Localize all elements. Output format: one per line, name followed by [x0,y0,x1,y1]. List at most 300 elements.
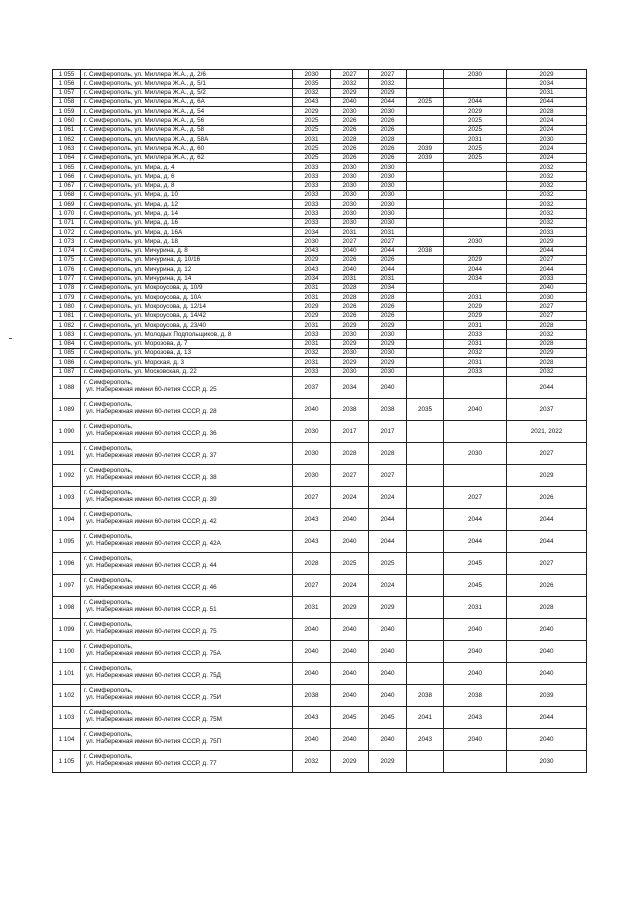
row-number: 1 056 [53,79,81,88]
year-cell: 2045 [444,574,507,596]
table-row [53,321,587,330]
year-cell [407,508,444,530]
year-cell [407,283,444,292]
year-cell: 2040 [293,728,331,750]
address-street: ул. Набережная имени 60-летия СССР, д. 25 [86,386,217,394]
year-cell: 2029 [507,237,587,246]
year-cell: 2040 [293,618,331,640]
year-cell: 2024 [331,574,369,596]
address-cell: г. Симферополь, ул. Мичурина, д. 8 [81,246,293,255]
address-city: г. Симферополь, [84,687,133,695]
table-row [53,706,587,728]
address-street: ул. Набережная имени 60-летия СССР, д. 51 [86,606,217,614]
year-cell: 2031 [293,293,331,302]
year-cell: 2040 [444,618,507,640]
year-cell: 2044 [507,530,587,552]
address-city: г. Симферополь, [84,665,133,673]
row-number: 1 072 [53,228,81,237]
year-cell: 2025 [293,116,331,125]
year-cell [407,321,444,330]
year-cell: 2040 [444,398,507,420]
table-row [53,172,587,181]
year-cell: 2029 [507,348,587,357]
row-number: 1 082 [53,321,81,330]
year-cell: 2030 [331,367,369,376]
year-cell: 2025 [444,153,507,162]
year-cell: 2029 [293,255,331,264]
year-cell: 2024 [507,144,587,153]
year-cell: 2030 [369,162,407,171]
address-street: ул. Набережная имени 60-летия СССР, д. 75П [86,738,222,746]
year-cell: 2033 [293,367,331,376]
address-cell [81,464,293,486]
year-cell: 2030 [331,107,369,116]
address-city: г. Симферополь, [84,445,133,453]
table-row [53,348,587,357]
table-row [53,618,587,640]
year-cell: 2030 [293,420,331,442]
year-cell: 2040 [444,640,507,662]
row-number: 1 084 [53,339,81,348]
year-cell: 2033 [444,367,507,376]
row-number: 1 070 [53,209,81,218]
address-city: г. Симферополь, [84,533,133,541]
year-cell: 2040 [369,728,407,750]
year-cell: 2025 [444,116,507,125]
year-cell: 2033 [293,190,331,199]
row-number: 1 091 [53,442,81,464]
year-cell: 2032 [293,750,331,772]
year-cell: 2044 [444,530,507,552]
year-cell: 2028 [507,358,587,367]
row-number: 1 098 [53,596,81,618]
address-cell: г. Симферополь, ул. Мира, д. 18 [81,237,293,246]
year-cell: 2027 [331,464,369,486]
year-cell: 2032 [507,218,587,227]
year-cell: 2040 [331,530,369,552]
year-cell: 2030 [331,218,369,227]
row-number: 1 059 [53,107,81,116]
year-cell: 2030 [331,190,369,199]
year-cell [407,228,444,237]
row-number: 1 068 [53,190,81,199]
row-number: 1 078 [53,283,81,292]
row-number: 1 077 [53,274,81,283]
address-cell: г. Симферополь, ул. Морская, д. 3 [81,358,293,367]
year-cell: 2032 [507,367,587,376]
year-cell: 2030 [444,70,507,79]
address-cell [81,398,293,420]
address-city: г. Симферополь, [84,467,133,475]
year-cell: 2030 [293,464,331,486]
year-cell: 2029 [369,339,407,348]
year-cell: 2029 [369,321,407,330]
address-street: ул. Набережная имени 60-летия СССР, д. 42А [86,540,221,548]
year-cell: 2032 [507,162,587,171]
year-cell: 2030 [293,70,331,79]
year-cell: 2017 [369,420,407,442]
year-cell: 2044 [507,706,587,728]
year-cell [444,172,507,181]
year-cell [407,255,444,264]
table-row [53,190,587,199]
year-cell: 2031 [293,283,331,292]
table-row [53,274,587,283]
year-cell: 2029 [444,311,507,320]
year-cell: 2025 [331,552,369,574]
year-cell: 2032 [331,79,369,88]
year-cell: 2044 [369,508,407,530]
year-cell: 2040 [507,618,587,640]
row-number: 1 069 [53,200,81,209]
year-cell: 2030 [331,200,369,209]
year-cell [407,293,444,302]
year-cell: 2026 [507,486,587,508]
year-cell: 2028 [331,293,369,302]
address-cell: г. Симферополь, ул. Мокроусова, д. 23/40 [81,321,293,330]
year-cell: 2024 [369,574,407,596]
year-cell: 2029 [507,70,587,79]
address-city: г. Симферополь, [84,555,133,563]
year-cell: 2031 [444,135,507,144]
year-cell: 2041 [407,706,444,728]
table-row [53,530,587,552]
address-cell: г. Симферополь, ул. Мира, д. 6 [81,172,293,181]
year-cell [444,218,507,227]
row-number: 1 067 [53,181,81,190]
year-cell: 2043 [293,246,331,255]
year-cell: 2030 [369,209,407,218]
year-cell [444,190,507,199]
margin-mark [9,338,12,339]
row-number: 1 080 [53,302,81,311]
row-number: 1 063 [53,144,81,153]
address-cell [81,420,293,442]
row-number: 1 097 [53,574,81,596]
year-cell: 2029 [331,596,369,618]
table-row [53,144,587,153]
address-cell: г. Симферополь, ул. Морозова, д. 13 [81,348,293,357]
year-cell [407,162,444,171]
address-cell: г. Симферополь, ул. Мичурина, д. 10/16 [81,255,293,264]
address-cell: г. Симферополь, ул. Мира, д. 4 [81,162,293,171]
address-cell [81,376,293,398]
year-cell: 2029 [369,750,407,772]
row-number: 1 090 [53,420,81,442]
table-row [53,246,587,255]
address-street: ул. Набережная имени 60-летия СССР, д. 37 [86,452,217,460]
year-cell: 2044 [507,376,587,398]
year-cell [407,274,444,283]
year-cell: 2025 [444,125,507,134]
year-cell [407,200,444,209]
year-cell [407,88,444,97]
year-cell [407,116,444,125]
year-cell: 2040 [293,640,331,662]
year-cell [407,172,444,181]
address-cell: г. Симферополь, ул. Миллера Ж.А., д. 2/6 [81,70,293,79]
table-row [53,200,587,209]
row-number: 1 100 [53,640,81,662]
year-cell: 2029 [293,107,331,116]
year-cell: 2030 [444,237,507,246]
table-row [53,442,587,464]
year-cell: 2040 [369,662,407,684]
year-cell: 2024 [507,153,587,162]
address-city: г. Симферополь, [84,401,133,409]
year-cell [407,358,444,367]
address-cell [81,508,293,530]
address-cell: г. Симферополь, ул. Миллера Ж.А., д. 5/2 [81,88,293,97]
address-street: ул. Набережная имени 60-летия СССР, д. 36 [86,430,217,438]
address-cell [81,706,293,728]
address-cell: г. Симферополь, ул. Молодых Подпольщиков, д. 8 [81,330,293,339]
address-street: ул. Набережная имени 60-летия СССР, д. 44 [86,562,217,570]
address-street: ул. Набережная имени 60-летия СССР, д. 39 [86,496,217,504]
year-cell [407,209,444,218]
address-cell [81,684,293,706]
address-street: ул. Набережная имени 60-летия СССР, д. 75И [86,694,222,702]
address-cell: г. Симферополь, ул. Миллера Ж.А., д. 58А [81,135,293,144]
year-cell: 2031 [293,596,331,618]
year-cell: 2027 [507,302,587,311]
year-cell: 2040 [331,662,369,684]
table-row [53,330,587,339]
year-cell [407,107,444,116]
year-cell: 2027 [369,70,407,79]
table-row [53,255,587,264]
year-cell: 2029 [331,750,369,772]
year-cell: 2039 [507,684,587,706]
table-row [53,596,587,618]
year-cell: 2040 [331,728,369,750]
address-cell: г. Симферополь, ул. Мира, д. 10 [81,190,293,199]
year-cell: 2043 [293,706,331,728]
row-number: 1 087 [53,367,81,376]
year-cell: 2027 [331,70,369,79]
row-number: 1 065 [53,162,81,171]
year-cell: 2027 [293,486,331,508]
year-cell: 2028 [369,442,407,464]
year-cell [444,181,507,190]
year-cell: 2026 [331,311,369,320]
year-cell: 2043 [293,508,331,530]
year-cell: 2026 [331,302,369,311]
year-cell: 2040 [369,684,407,706]
year-cell: 2029 [293,311,331,320]
year-cell: 2028 [507,339,587,348]
row-number: 1 079 [53,293,81,302]
row-number: 1 060 [53,116,81,125]
year-cell: 2043 [293,97,331,106]
year-cell: 2039 [407,144,444,153]
row-number: 1 083 [53,330,81,339]
year-cell: 2026 [331,153,369,162]
year-cell: 2026 [331,125,369,134]
year-cell: 2045 [331,706,369,728]
year-cell: 2025 [444,144,507,153]
address-cell [81,750,293,772]
table-row [53,135,587,144]
year-cell: 2028 [369,135,407,144]
table-row [53,420,587,442]
year-cell: 2032 [293,88,331,97]
year-cell: 2030 [369,330,407,339]
row-number: 1 094 [53,508,81,530]
year-cell [407,302,444,311]
year-cell [444,376,507,398]
year-cell: 2033 [293,218,331,227]
year-cell [444,283,507,292]
year-cell: 2043 [293,530,331,552]
year-cell: 2034 [293,274,331,283]
table-row [53,209,587,218]
table-row [53,283,587,292]
year-cell: 2031 [444,596,507,618]
year-cell: 2028 [331,135,369,144]
year-cell: 2033 [507,228,587,237]
table-row [53,302,587,311]
year-cell: 2032 [507,172,587,181]
year-cell: 2043 [407,728,444,750]
row-number: 1 074 [53,246,81,255]
year-cell: 2030 [369,218,407,227]
year-cell: 2031 [293,135,331,144]
address-cell: г. Симферополь, ул. Мира, д. 8 [81,181,293,190]
year-cell [407,339,444,348]
address-cell: г. Симферополь, ул. Мира, д. 14 [81,209,293,218]
year-cell: 2044 [369,246,407,255]
year-cell: 2032 [369,79,407,88]
row-number: 1 089 [53,398,81,420]
year-cell: 2027 [507,255,587,264]
address-street: ул. Набережная имени 60-летия СССР, д. 75Д [86,672,221,680]
year-cell: 2029 [331,339,369,348]
year-cell: 2029 [369,596,407,618]
year-cell [444,200,507,209]
year-cell: 2024 [507,125,587,134]
table-row [53,398,587,420]
year-cell: 2027 [369,464,407,486]
year-cell: 2029 [444,302,507,311]
year-cell: 2034 [444,274,507,283]
year-cell: 2028 [507,321,587,330]
year-cell: 2031 [444,358,507,367]
address-city: г. Симферополь, [84,379,133,387]
table-row [53,237,587,246]
year-cell [407,79,444,88]
year-cell: 2032 [444,348,507,357]
year-cell: 2044 [369,530,407,552]
address-cell: г. Симферополь, ул. Московская, д. 22 [81,367,293,376]
row-number: 1 058 [53,97,81,106]
year-cell: 2044 [507,246,587,255]
table-row [53,153,587,162]
year-cell [407,640,444,662]
year-cell [444,420,507,442]
year-cell [407,311,444,320]
table-row [53,376,587,398]
year-cell: 2025 [293,153,331,162]
year-cell: 2040 [444,728,507,750]
year-cell: 2027 [444,486,507,508]
year-cell [407,70,444,79]
year-cell [407,420,444,442]
year-cell: 2030 [331,162,369,171]
address-cell: г. Симферополь, ул. Миллера Ж.А., д. 60 [81,144,293,153]
address-cell: г. Симферополь, ул. Морозова, д. 7 [81,339,293,348]
address-city: г. Симферополь, [84,643,133,651]
year-cell: 2040 [507,728,587,750]
table-row [53,70,587,79]
year-cell: 2033 [293,200,331,209]
address-cell [81,618,293,640]
address-city: г. Симферополь, [84,753,133,761]
year-cell: 2033 [444,330,507,339]
address-cell: г. Симферополь, ул. Миллера Ж.А., д. 56 [81,116,293,125]
year-cell: 2030 [331,330,369,339]
year-cell: 2030 [293,237,331,246]
year-cell: 2031 [293,339,331,348]
address-street: ул. Набережная имени 60-летия СССР, д. 75А [86,650,221,658]
year-cell [407,552,444,574]
year-cell: 2029 [369,358,407,367]
table-row [53,162,587,171]
year-cell: 2040 [331,640,369,662]
address-cell: г. Симферополь, ул. Мокроусова, д. 14/42 [81,311,293,320]
table-row [53,97,587,106]
year-cell: 2044 [369,97,407,106]
address-cell: г. Симферополь, ул. Мира, д. 16А [81,228,293,237]
address-street: ул. Набережная имени 60-летия СССР, д. 75 [86,628,217,636]
year-cell: 2044 [507,508,587,530]
year-cell: 2026 [369,116,407,125]
year-cell: 2035 [407,398,444,420]
year-cell: 2029 [444,107,507,116]
year-cell: 2032 [293,348,331,357]
year-cell: 2034 [293,228,331,237]
year-cell: 2030 [507,750,587,772]
address-cell: г. Симферополь, ул. Мичурина, д. 12 [81,265,293,274]
address-cell: г. Симферополь, ул. Миллера Ж.А., д. 58 [81,125,293,134]
year-cell: 2038 [369,398,407,420]
table-row [53,728,587,750]
year-cell: 2025 [369,552,407,574]
year-cell: 2026 [331,255,369,264]
address-cell: г. Симферополь, ул. Мира, д. 12 [81,200,293,209]
table-row [53,662,587,684]
year-cell: 2029 [331,321,369,330]
year-cell: 2032 [507,190,587,199]
year-cell: 2040 [331,265,369,274]
row-number: 1 081 [53,311,81,320]
row-number: 1 071 [53,218,81,227]
table-row [53,181,587,190]
year-cell: 2040 [293,662,331,684]
year-cell: 2029 [369,88,407,97]
year-cell: 2030 [507,293,587,302]
year-cell [444,464,507,486]
year-cell: 2025 [407,97,444,106]
year-cell: 2031 [507,88,587,97]
year-cell: 2033 [507,274,587,283]
year-cell [444,246,507,255]
year-cell: 2040 [507,640,587,662]
year-cell [407,530,444,552]
year-cell [407,218,444,227]
year-cell: 2026 [369,311,407,320]
table-row [53,228,587,237]
